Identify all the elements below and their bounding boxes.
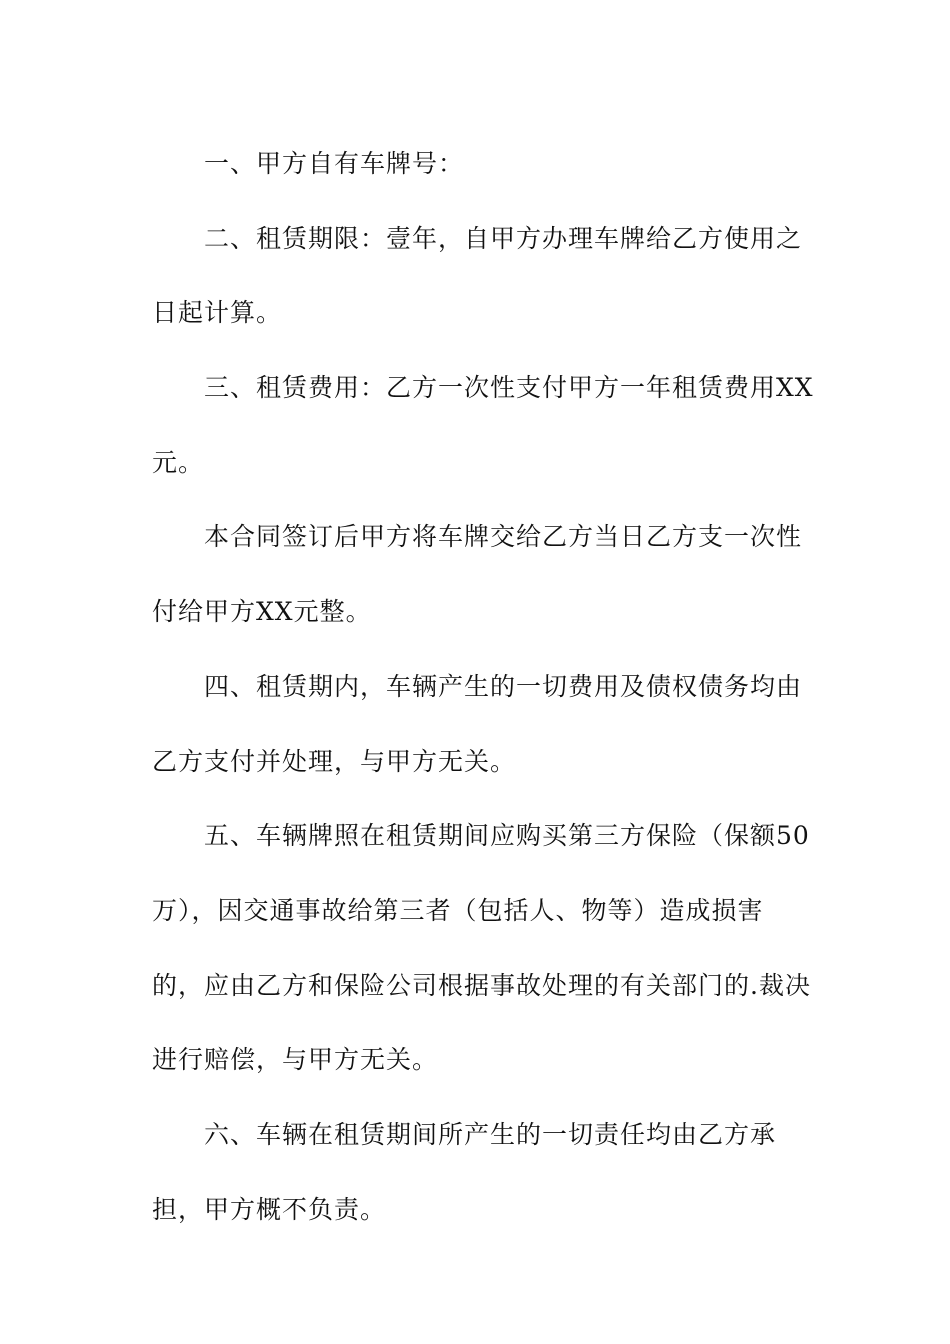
clause-3-line-2: 元。 bbox=[152, 447, 205, 477]
clause-1-line-1: 一、甲方自有车牌号： bbox=[204, 149, 465, 178]
clause-4-line-2: 乙方支付并处理，与甲方无关。 bbox=[152, 746, 517, 776]
clause-5-line-1: 五、车辆牌照在租赁期间应购买第三方保险（保额50 bbox=[204, 821, 810, 851]
clause-6-line-2: 担，甲方概不负责。 bbox=[152, 1194, 387, 1224]
clause-5-line-4: 进行赔偿，与甲方无关。 bbox=[152, 1045, 439, 1075]
clause-6-line-1: 六、车辆在租赁期间所产生的一切责任均由乙方承 bbox=[204, 1119, 777, 1149]
clause-4-line-1: 四、租赁期内，车辆产生的一切费用及债权债务均由 bbox=[204, 671, 803, 701]
payment-note-line-1: 本合同签订后甲方将车牌交给乙方当日乙方支一次性 bbox=[204, 522, 803, 552]
clause-5-line-2: 万），因交通事故给第三者（包括人、物等）造成损害 bbox=[152, 895, 764, 925]
clause-2-line-2: 日起计算。 bbox=[152, 298, 283, 328]
payment-note-line-2: 付给甲方XX元整。 bbox=[152, 597, 372, 627]
clause-3-line-1: 三、租赁费用：乙方一次性支付甲方一年租赁费用XX bbox=[204, 373, 814, 403]
clause-5-line-3: 的，应由乙方和保险公司根据事故处理的有关部门的.裁决 bbox=[152, 970, 811, 1000]
contract-body bbox=[152, 127, 814, 1247]
clause-2-line-1: 二、租赁期限：壹年，自甲方办理车牌给乙方使用之 bbox=[204, 223, 803, 253]
